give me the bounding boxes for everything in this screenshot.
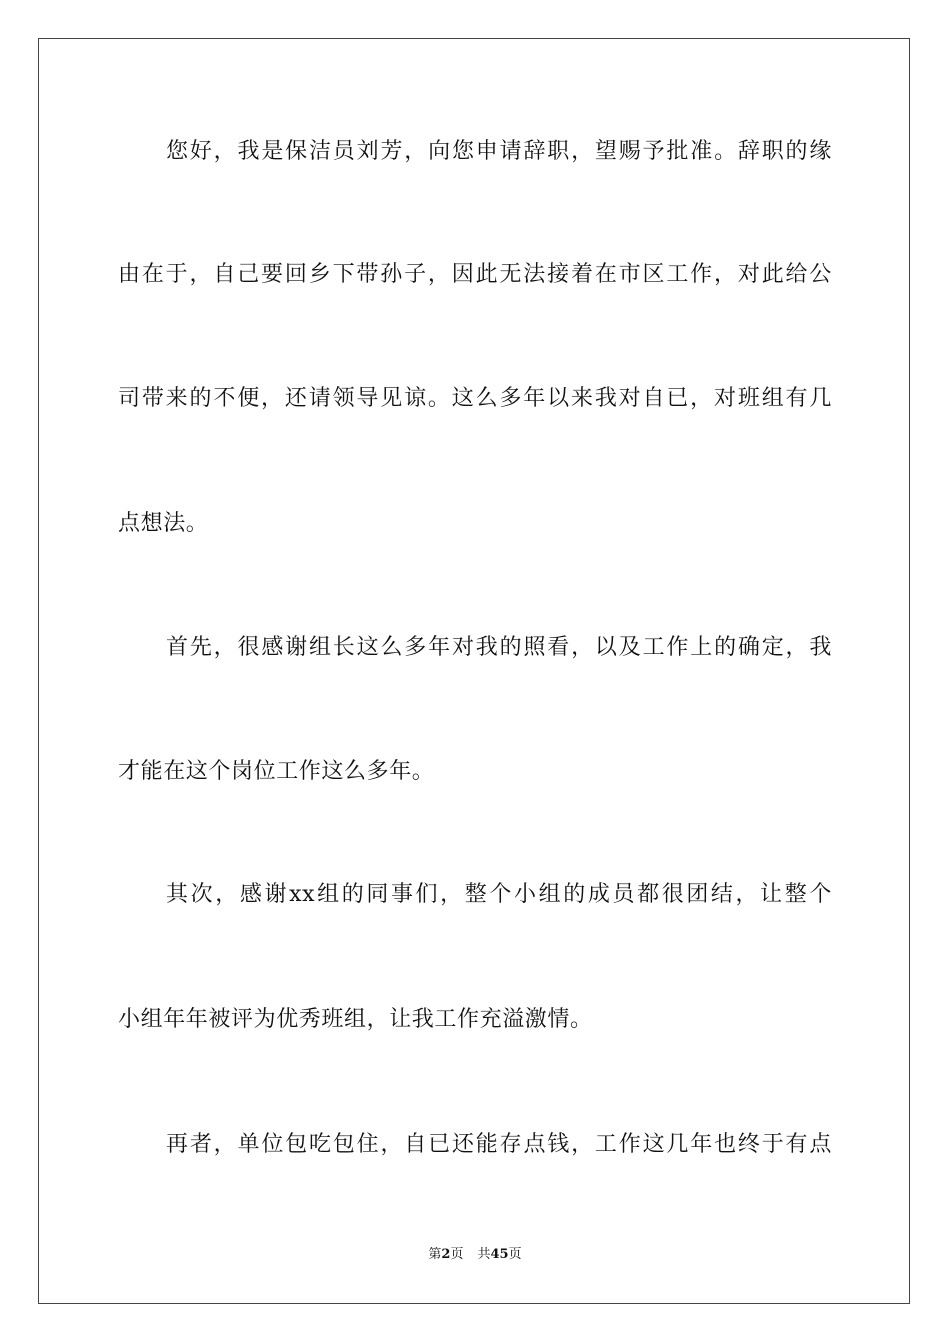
- page-number: 2: [441, 1247, 451, 1262]
- paragraph-1-line-1: 您好，我是保洁员刘芳，向您申请辞职，望赐予批准。辞职的缘: [166, 139, 832, 164]
- paragraph-2-line-1: 首先，很感谢组长这么多年对我的照看，以及工作上的确定，我: [166, 635, 832, 660]
- page-prefix: 第: [428, 1247, 442, 1262]
- paragraph-4-line-1: 再者，单位包吃包住，自已还能存点钱，工作这几年也终于有点: [166, 1132, 832, 1157]
- page-frame: [38, 38, 910, 1304]
- paragraph-3-line-2: 小组年年被评为优秀班组，让我工作充溢激情。: [118, 1007, 593, 1032]
- total-pages: 45: [490, 1247, 509, 1262]
- page-footer: [0, 1246, 950, 1264]
- paragraph-1-line-4: 点想法。: [118, 511, 209, 536]
- paragraph-3-line-1: 其次，感谢xx组的同事们，整个小组的成员都很团结，让整个: [166, 882, 832, 907]
- total-suffix: 页: [508, 1247, 522, 1262]
- paragraph-1-line-2: 由在于，自己要回乡下带孙子，因此无法接着在市区工作，对此给公: [118, 262, 832, 287]
- paragraph-1-line-3: 司带来的不便，还请领导见谅。这么多年以来我对自已，对班组有几: [118, 386, 832, 411]
- paragraph-2-line-2: 才能在这个岗位工作这么多年。: [118, 759, 435, 784]
- page-suffix: 页: [450, 1247, 464, 1262]
- total-prefix: 共: [477, 1247, 491, 1262]
